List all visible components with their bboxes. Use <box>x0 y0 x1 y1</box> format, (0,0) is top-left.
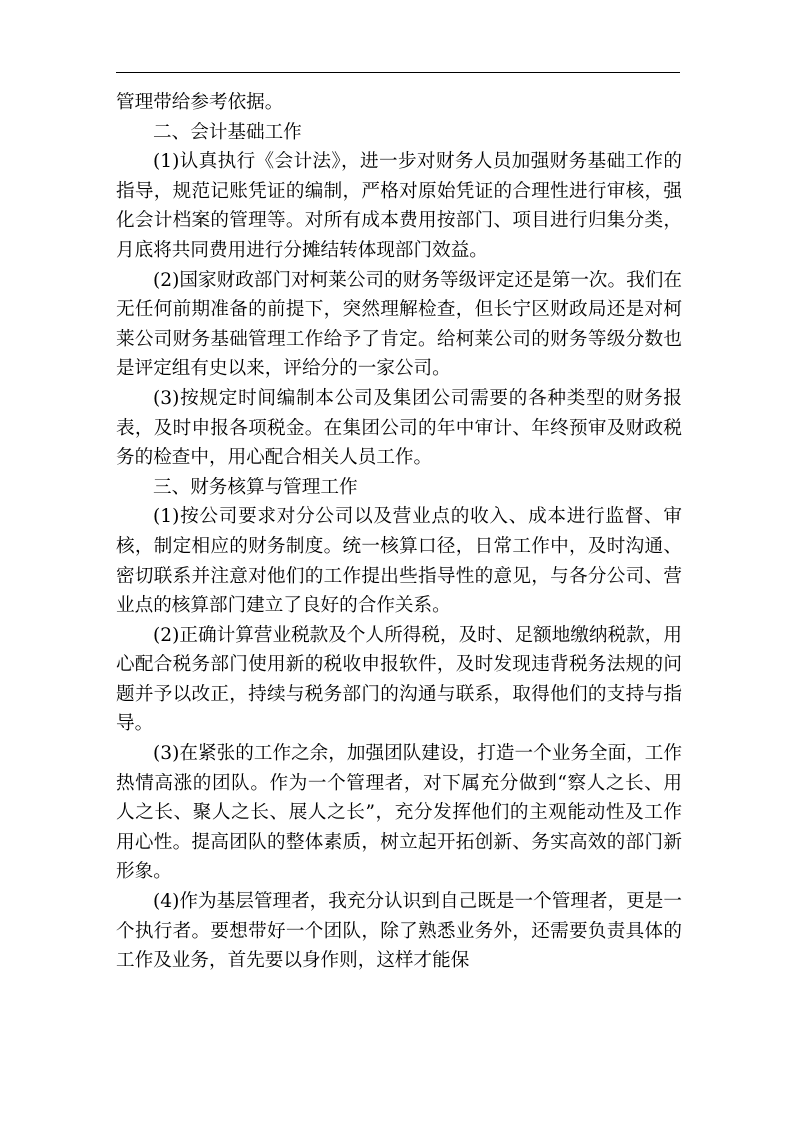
paragraph-financial-rating: (2)国家财政部门对柯莱公司的财务等级评定还是第一次。我们在无任何前期准备的前提下，突然理解检查，但长宁区财政局还是对柯莱公司财务基础管理工作给予了肯定。给柯莱公司的财务等级分数也是评定组有史以来，评给分的一家公司。 <box>116 269 682 380</box>
paragraph-branch-supervision: (1)按公司要求对分公司以及营业点的收入、成本进行监督、审核，制定相应的财务制度。统一核算口径，日常工作中，及时沟通、密切联系并注意对他们的工作提出些指导性的意见，与各分公司、营业点的核算部门建立了良好的合作关系。 <box>116 506 682 617</box>
paragraph-continuation: 管理带给参考依据。 <box>116 92 284 113</box>
section-heading-accounting-basics: 二、会计基础工作 <box>153 121 302 143</box>
header-rule <box>116 72 680 73</box>
paragraph-grassroots-manager: (4)作为基层管理者，我充分认识到自己既是一个管理者，更是一个执行者。要想带好一个团队，除了熟悉业务外，还需要负责具体的工作及业务，首先要以身作则，这样才能保 <box>116 891 682 972</box>
section-heading-accounting-management: 三、财务核算与管理工作 <box>153 476 358 498</box>
paragraph-financial-reports: (3)按规定时间编制本公司及集团公司需要的各种类型的财务报表，及时申报各项税金。在集团公司的年中审计、年终预审及财政税务的检查中，用心配合相关人员工作。 <box>116 387 682 469</box>
paragraph-team-building: (3)在紧张的工作之余，加强团队建设，打造一个业务全面，工作热情高涨的团队。作为一个管理者，对下属充分做到“察人之长、用人之长、聚人之长、展人之长”，充分发挥他们的主观能动性及工作用心性。提高团队的整体素质，树立起开拓创新、务实高效的部门新形象。 <box>116 743 682 883</box>
paragraph-accounting-law: (1)认真执行《会计法》，进一步对财务人员加强财务基础工作的指导，规范记账凭证的编制，严格对原始凭证的合理性进行审核，强化会计档案的管理等。对所有成本费用按部门、项目进行归集分类，月底将共同费用进行分摊结转体现部门效益。 <box>116 151 682 261</box>
document-body <box>116 88 682 976</box>
paragraph-tax-payment: (2)正确计算营业税款及个人所得税，及时、足额地缴纳税款，用心配合税务部门使用新的税收申报软件，及时发现违背税务法规的问题并予以改正，持续与税务部门的沟通与联系，取得他们的支持与指导。 <box>116 624 682 735</box>
